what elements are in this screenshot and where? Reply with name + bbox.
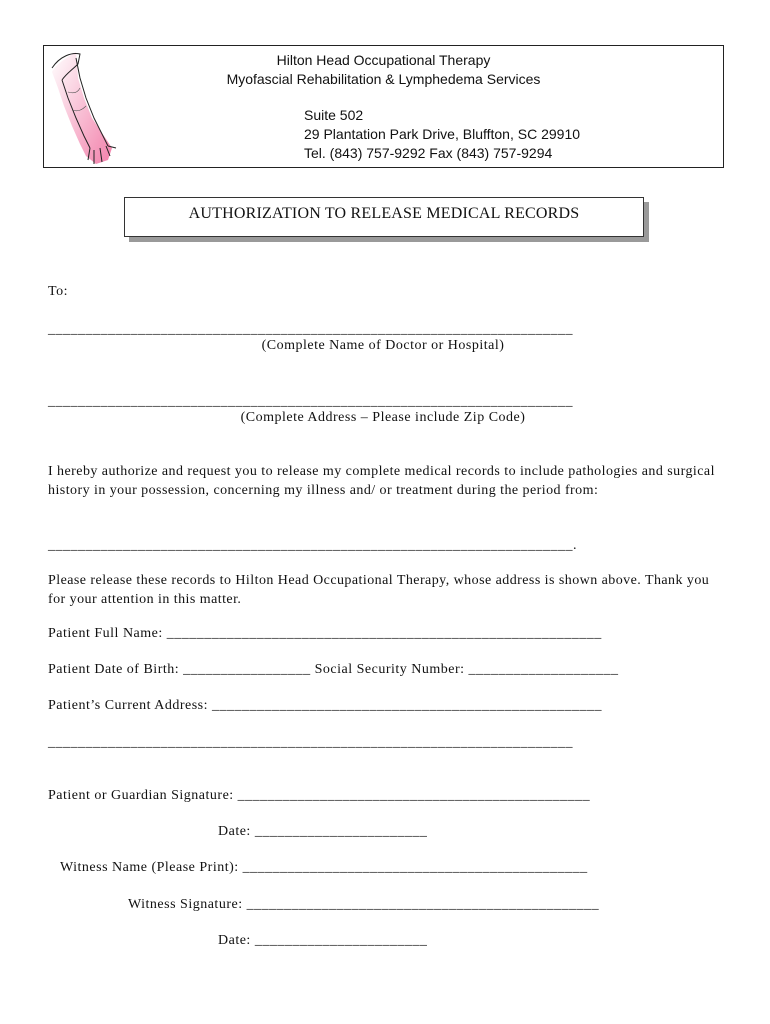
patient-signature-field[interactable]: Patient or Guardian Signature: _______________________________________________ <box>48 788 591 803</box>
street-line: 29 Plantation Park Drive, Bluffton, SC 29910 <box>304 126 581 142</box>
patient-address-line2-field[interactable]: ______________________________________________________________________ <box>48 735 573 750</box>
letterhead <box>43 45 724 168</box>
date-field-2[interactable]: Date: _______________________ <box>218 933 428 948</box>
authorization-text: I hereby authorize and request you to release my complete medical records to include pathologies and surgical history in your possession, concerning my illness and/ or treatment during the period from: <box>48 464 715 498</box>
patient-dob-ssn-field[interactable]: Patient Date of Birth: _________________ Social Security Number: ____________________ <box>48 662 619 677</box>
recipient-name-caption: (Complete Name of Doctor or Hospital) <box>261 338 505 353</box>
recipient-name-field[interactable]: ______________________________________________________________________ <box>48 322 573 337</box>
date-field-1[interactable]: Date: _______________________ <box>218 824 428 839</box>
witness-name-field[interactable]: Witness Name (Please Print): ______________________________________________ <box>60 860 588 875</box>
form-title-box <box>124 197 646 241</box>
letterhead-text <box>44 51 723 89</box>
to-label: To: <box>48 284 68 299</box>
release-text: Please release these records to Hilton Head Occupational Therapy, whose address is shown above. Thank you for your attention in this matter. <box>48 573 710 607</box>
recipient-address-caption: (Complete Address – Please include Zip Code) <box>240 410 526 425</box>
period-field[interactable]: ______________________________________________________________________. <box>48 538 577 553</box>
phone-fax-line: Tel. (843) 757-9292 Fax (843) 757-9294 <box>304 145 553 161</box>
form-title: AUTHORIZATION TO RELEASE MEDICAL RECORDS <box>124 197 644 237</box>
services-line: Myofascial Rehabilitation & Lymphedema Services <box>226 71 541 87</box>
witness-signature-field[interactable]: Witness Signature: _______________________________________________ <box>128 897 600 912</box>
suite-line: Suite 502 <box>304 107 364 123</box>
org-name: Hilton Head Occupational Therapy <box>276 52 491 68</box>
org-address <box>304 106 580 163</box>
recipient-address-field[interactable]: ______________________________________________________________________ <box>48 394 573 409</box>
patient-full-name-field[interactable]: Patient Full Name: __________________________________________________________ <box>48 626 602 641</box>
patient-address-field[interactable]: Patient’s Current Address: ____________________________________________________ <box>48 698 602 713</box>
